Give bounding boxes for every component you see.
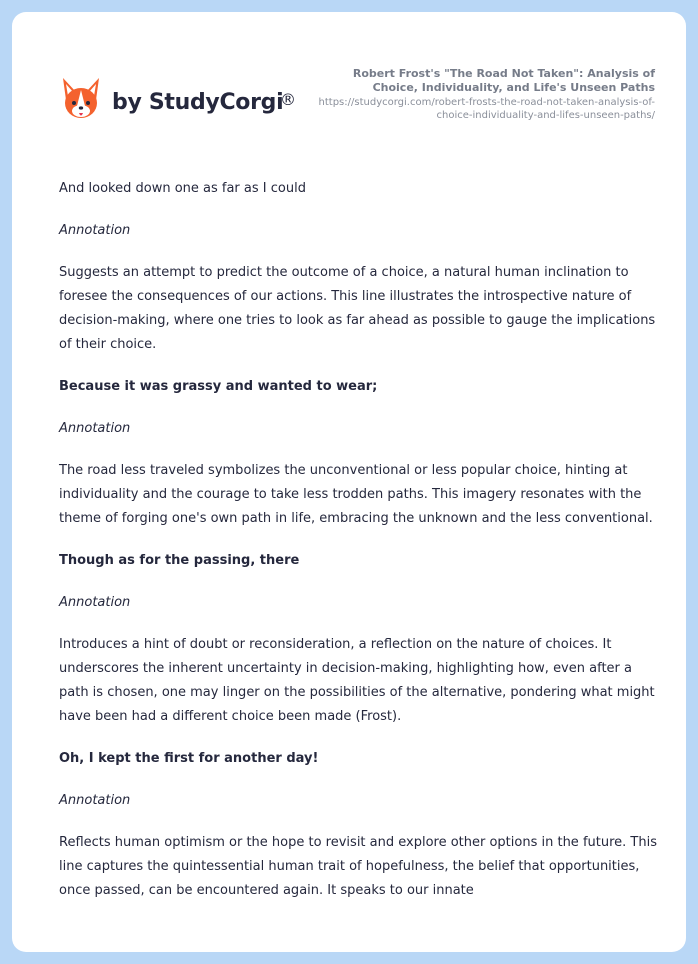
document-title: Robert Frost's "The Road Not Taken": Analysis of Choice, Individuality, and Life's Unseen Paths (352, 67, 655, 94)
document-url[interactable]: https://studycorgi.com/robert-frosts-the-road-not-taken-analysis-of-choice-individuality-and-lifes-unseen-paths/ (318, 97, 655, 121)
annotation-heading: Annotation (59, 421, 131, 436)
logo-text: by StudyCorgi (112, 90, 284, 115)
annotation-heading: Annotation (59, 223, 131, 238)
annotation-heading: Annotation (59, 793, 131, 808)
poem-line: Oh, I kept the first for another day! (59, 751, 319, 766)
document-body (59, 177, 659, 921)
studycorgi-logo[interactable] (60, 76, 310, 126)
poem-line: And looked down one as far as I could (59, 181, 306, 196)
annotation-text: The road less traveled symbolizes the unconventional or less popular choice, hinting at individuality and the courage to take less trodden paths. This imagery resonates with the theme of forging one's own path in life, embracing the unknown and the less conventional. (59, 463, 653, 526)
page-header (12, 12, 686, 152)
annotation-text: Reflects human optimism or the hope to revisit and explore other options in the future. This line captures the quintessential human trait of hopefulness, the belief that opportunities, once passed, can be encountered again. It speaks to our innate (59, 835, 657, 898)
poem-line: Because it was grassy and wanted to wear; (59, 379, 378, 394)
poem-line: Though as for the passing, there (59, 553, 300, 568)
annotation-text: Suggests an attempt to predict the outcome of a choice, a natural human inclination to foresee the consequences of our actions. This line illustrates the introspective nature of decision-making, where one tries to look as far ahead as possible to gauge the implications of their choice. (59, 265, 656, 352)
corgi-icon (60, 76, 102, 122)
document-meta (315, 67, 655, 122)
annotation-heading: Annotation (59, 595, 131, 610)
annotation-text: Introduces a hint of doubt or reconsideration, a reflection on the nature of choices. It underscores the inherent uncertainty in decision-making, highlighting how, even after a path is chosen, one may linger on the possibilities of the alternative, pondering what might have been had a different choice been made (Frost). (59, 637, 655, 724)
document-page (12, 12, 686, 952)
registered-mark: ® (280, 90, 296, 109)
